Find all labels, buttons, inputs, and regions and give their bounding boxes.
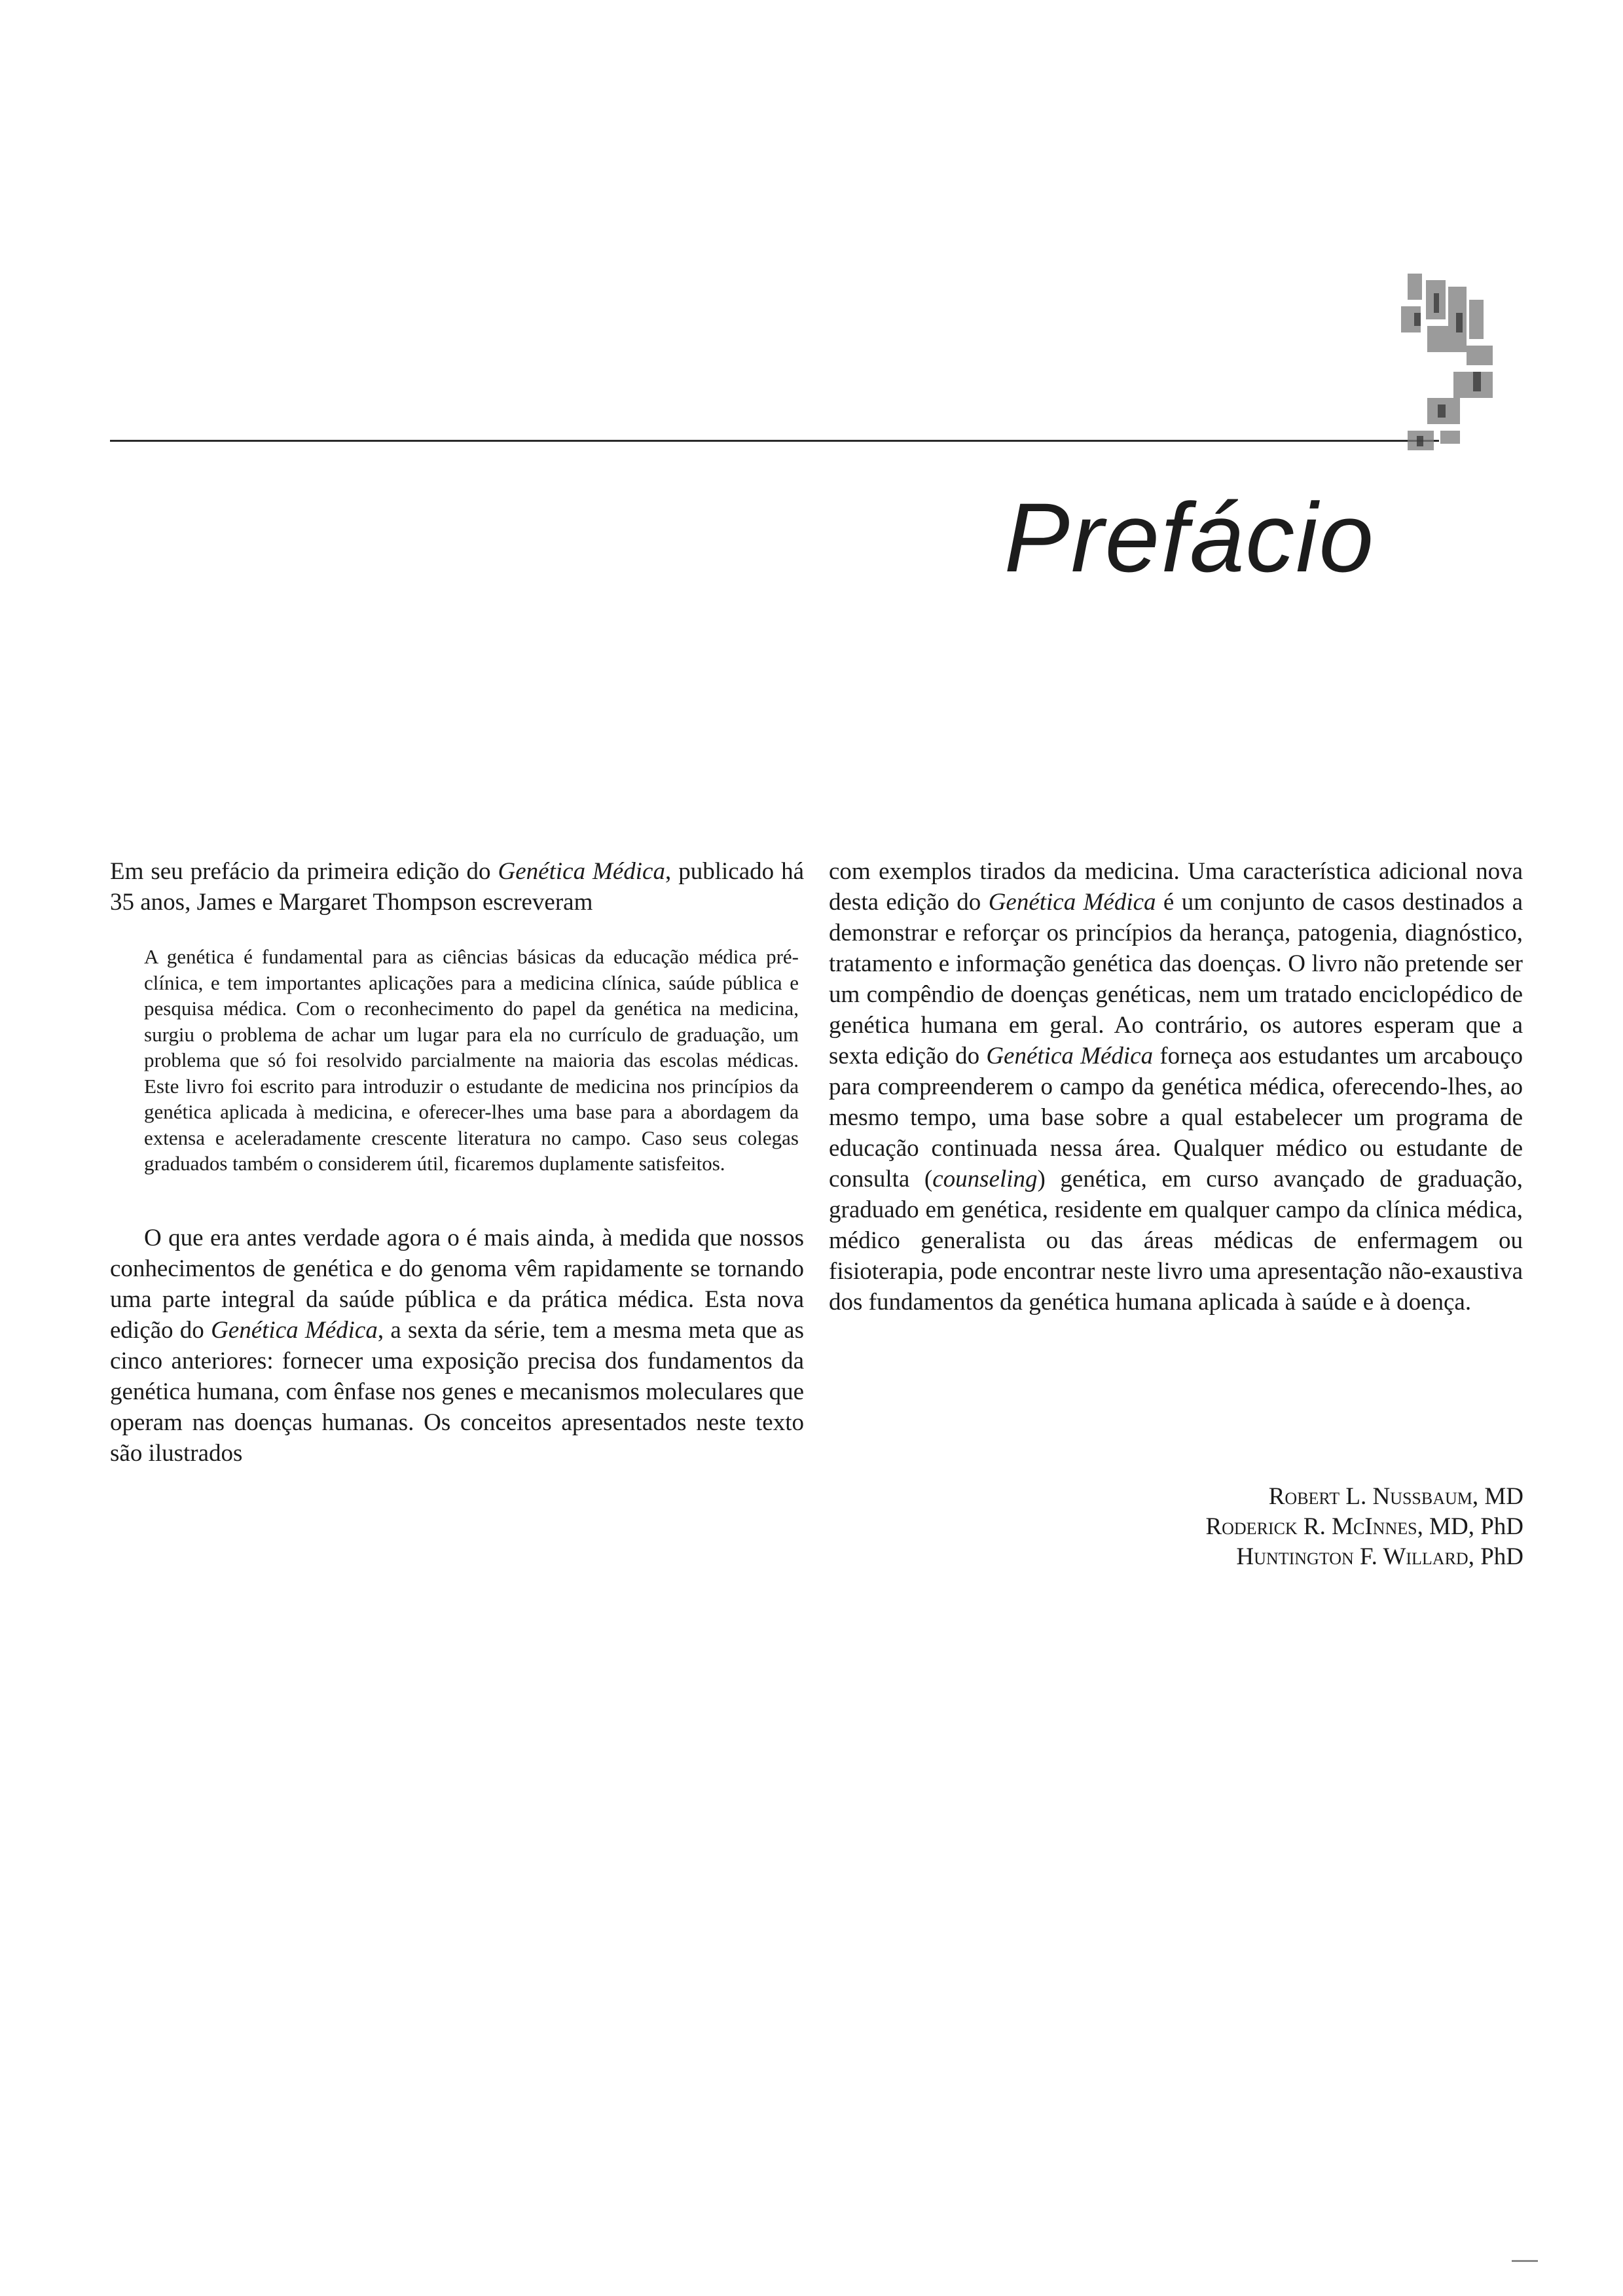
author-signature: Roderick R. McInnes, MD, PhD	[1205, 1513, 1523, 1540]
intro-text-end: , publicado há 35 anos, James e Margaret Thompson escreveram	[110, 858, 805, 916]
para2-text-end: , a sexta da série, tem a mesma meta que as cinco anteriores: fornecer uma exposição precisa dos fundamentos da genética humana, com ênfase nos genes e mecanismos moleculares que operam nas doenças humanas. Os conceitos apresentados neste texto são ilustrados	[110, 1316, 805, 1467]
right-text-2: é um conjunto de casos destinados a demonstrar e reforçar os princípios da herança, patogenia, diagnóstico, tratamento e informação genética das doenças. O livro não pretende ser um compêndio de doenças genéticas, nem um tratado enciclopédico de genética humana em geral. Ao contrário, os autores esperam que a sexta edição do	[829, 889, 1523, 1069]
author-degree: MD, PhD	[1429, 1513, 1523, 1540]
header-rule	[110, 440, 1439, 442]
right-text-3: forneça aos estudantes um arcabouço para compreenderem o campo da genética médica, oferecendo-lhes, ao mesmo tempo, uma base sobre a qual estabelecer um programa de educação continuada nessa área. Qualquer médico ou estudante de consulta (	[829, 1043, 1523, 1193]
right-text-4: ) genética, em curso avançado de graduação, graduado em genética, residente em qualquer campo da clínica médica, médico generalista ou das áreas médicas de enfermagem ou fisioterapia, pode encontrar neste livro uma apresentação não-exaustiva dos fundamentos da genética humana aplicada à saúde e à doença.	[829, 1166, 1523, 1316]
continuation-paragraph	[829, 856, 1523, 1318]
author-signatures	[1205, 1482, 1523, 1572]
author-name: Huntington F. Willard	[1236, 1543, 1468, 1570]
author-degree: PhD	[1480, 1543, 1523, 1570]
author-degree: MD	[1484, 1483, 1523, 1510]
left-column	[110, 856, 804, 1469]
author-name: Roderick R. McInnes	[1205, 1513, 1417, 1540]
page-title: Prefácio	[1004, 482, 1375, 592]
block-quote: A genética é fundamental para as ciências básicas da educação médica pré-clínica, e tem importantes aplicações para a medicina clínica, saúde pública e pesquisa médica. Com o reconhecimento do papel da genética na medicina, surgiu o problema de achar um lugar para ela no currículo de graduação, um problema que só foi resolvido parcialmente na maioria das escolas médicas. Este livro foi escrito para introduzir o estudante de medicina nos princípios da genética aplicada à medicina, e oferecer-lhes uma base para a abordagem da extensa e aceleradamente crescente literatura no campo. Caso seus colegas graduados também o considerem útil, ficaremos duplamente satisfeitos.	[144, 945, 799, 1175]
book-title: Genética Médica	[988, 889, 1156, 916]
right-column	[829, 856, 1523, 1318]
scan-mark	[1512, 2260, 1538, 2262]
book-title: Genética Médica	[498, 858, 665, 885]
pixel-ornament-icon	[1388, 274, 1532, 496]
second-paragraph	[110, 1223, 804, 1469]
intro-paragraph	[110, 856, 804, 918]
book-title: Genética Médica	[211, 1316, 378, 1344]
author-signature: Robert L. Nussbaum, MD	[1268, 1483, 1523, 1510]
para2-text-start: O que era antes verdade agora o é mais ainda, à medida que nossos conhecimentos de genética e do genoma vêm rapidamente se tornando uma parte integral da saúde pública e da prática médica. Esta nova edição do	[110, 1224, 804, 1344]
author-signature: Huntington F. Willard, PhD	[1236, 1543, 1523, 1570]
right-text-1: com exemplos tirados da medicina. Uma característica adicional nova desta edição do	[829, 858, 1523, 916]
book-title: Genética Médica	[986, 1043, 1154, 1069]
counseling-term: counseling	[932, 1166, 1038, 1193]
author-name: Robert L. Nussbaum	[1268, 1483, 1472, 1510]
intro-text-start: Em seu prefácio da primeira edição do	[110, 858, 498, 885]
